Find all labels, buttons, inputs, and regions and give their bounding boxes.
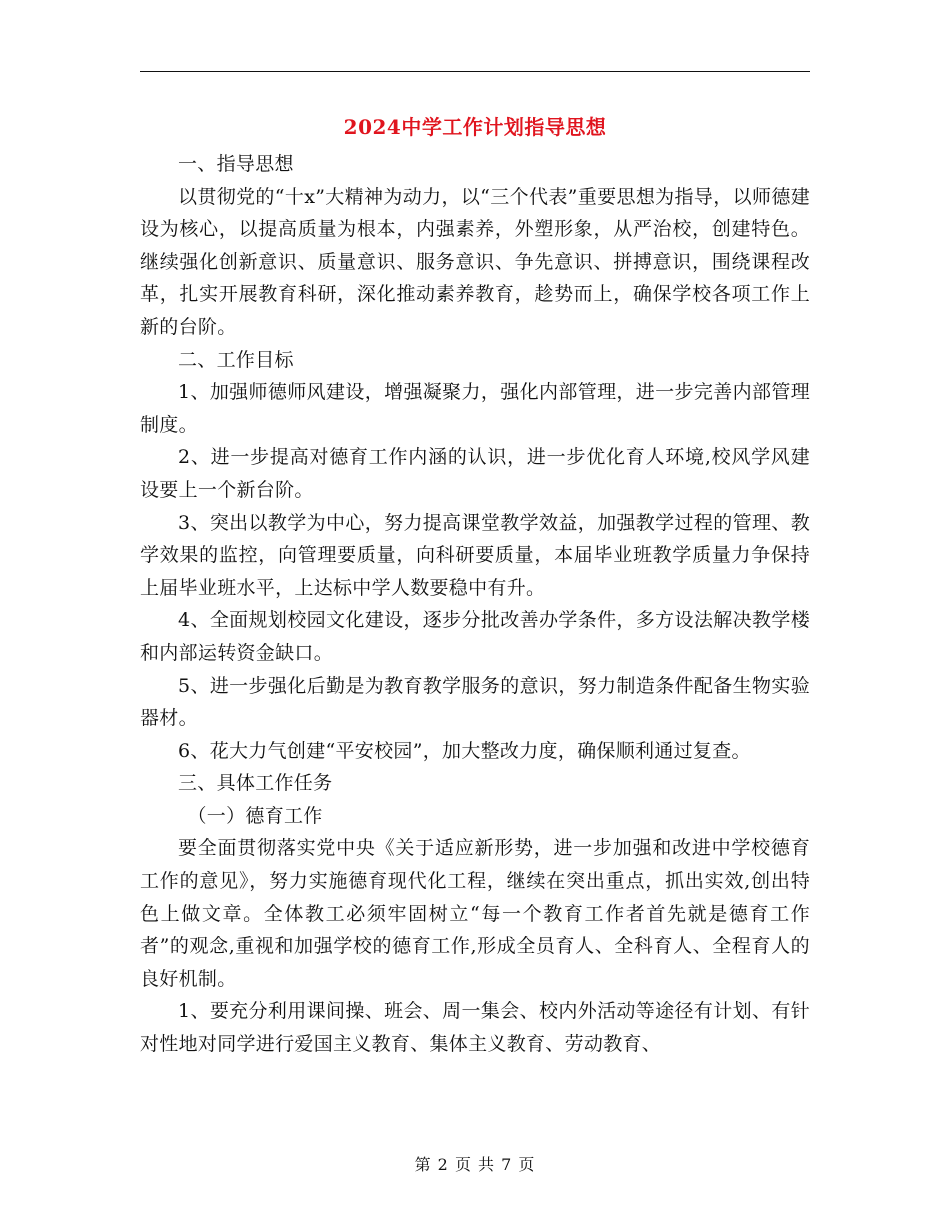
paragraph: 4、全面规划校园文化建设，逐步分批改善办学条件，多方设法解决教学楼和内部运转资金缺口。: [140, 609, 810, 664]
paragraph: 以贯彻党的“十x”大精神为动力，以“三个代表”重要思想为指导，以师德建设为核心，以提高质量为根本，内强素养，外塑形象，从严治校，创建特色。继续强化创新意识、质量意识、服务意识、争先意识、拼搏意识，围绕课程改革，扎实开展教育科研，深化推动素养教育，趁势而上，确保学校各项工作上新的台阶。: [140, 185, 810, 338]
header-rule: [140, 71, 810, 72]
section-heading: 一、指导思想: [178, 153, 294, 175]
paragraph: 3、突出以教学为中心，努力提高课堂教学效益，加强教学过程的管理、教学效果的监控，向管理要质量，向科研要质量，本届毕业班教学质量力争保持上届毕业班水平，上达标中学人数要稳中有升。: [140, 511, 810, 599]
section-heading: 三、具体工作任务: [178, 772, 333, 795]
section-heading: 二、工作目标: [178, 348, 294, 371]
paragraph: 5、进一步强化后勤是为教育教学服务的意识，努力制造条件配备生物实验器材。: [140, 674, 810, 730]
document-body: [140, 148, 810, 1061]
paragraph: 2、进一步提高对德育工作内涵的认识，进一步优化育人环境,校风学风建设要上一个新台阶。: [140, 446, 810, 501]
subsection-heading: （一）德育工作: [187, 804, 323, 827]
document-title: 2024中学工作计划指导思想: [343, 115, 607, 139]
paragraph: 1、加强师德师风建设，增强凝聚力，强化内部管理，进一步完善内部管理制度。: [140, 381, 810, 436]
paragraph: 1、要充分利用课间操、班会、周一集会、校内外活动等途径有计划、有针对性地对同学进行爱国主义教育、集体主义教育、劳动教育、: [140, 1000, 810, 1056]
paragraph: 6、花大力气创建“平安校园”，加大整改力度，确保顺利通过复查。: [178, 739, 751, 762]
paragraph: 要全面贯彻落实党中央《关于适应新形势，进一步加强和改进中学校德育工作的意见》，努力实施德育现代化工程，继续在突出重点，抓出实效,创出特色上做文章。全体教工必须牢固树立“每一个教育工作者首先就是德育工作者”的观念,重视和加强学校的德育工作,形成全员育人、全科育人、全程育人的良好机制。: [140, 837, 810, 990]
page-number-footer: 第 2 页 共 7 页: [414, 1155, 536, 1174]
